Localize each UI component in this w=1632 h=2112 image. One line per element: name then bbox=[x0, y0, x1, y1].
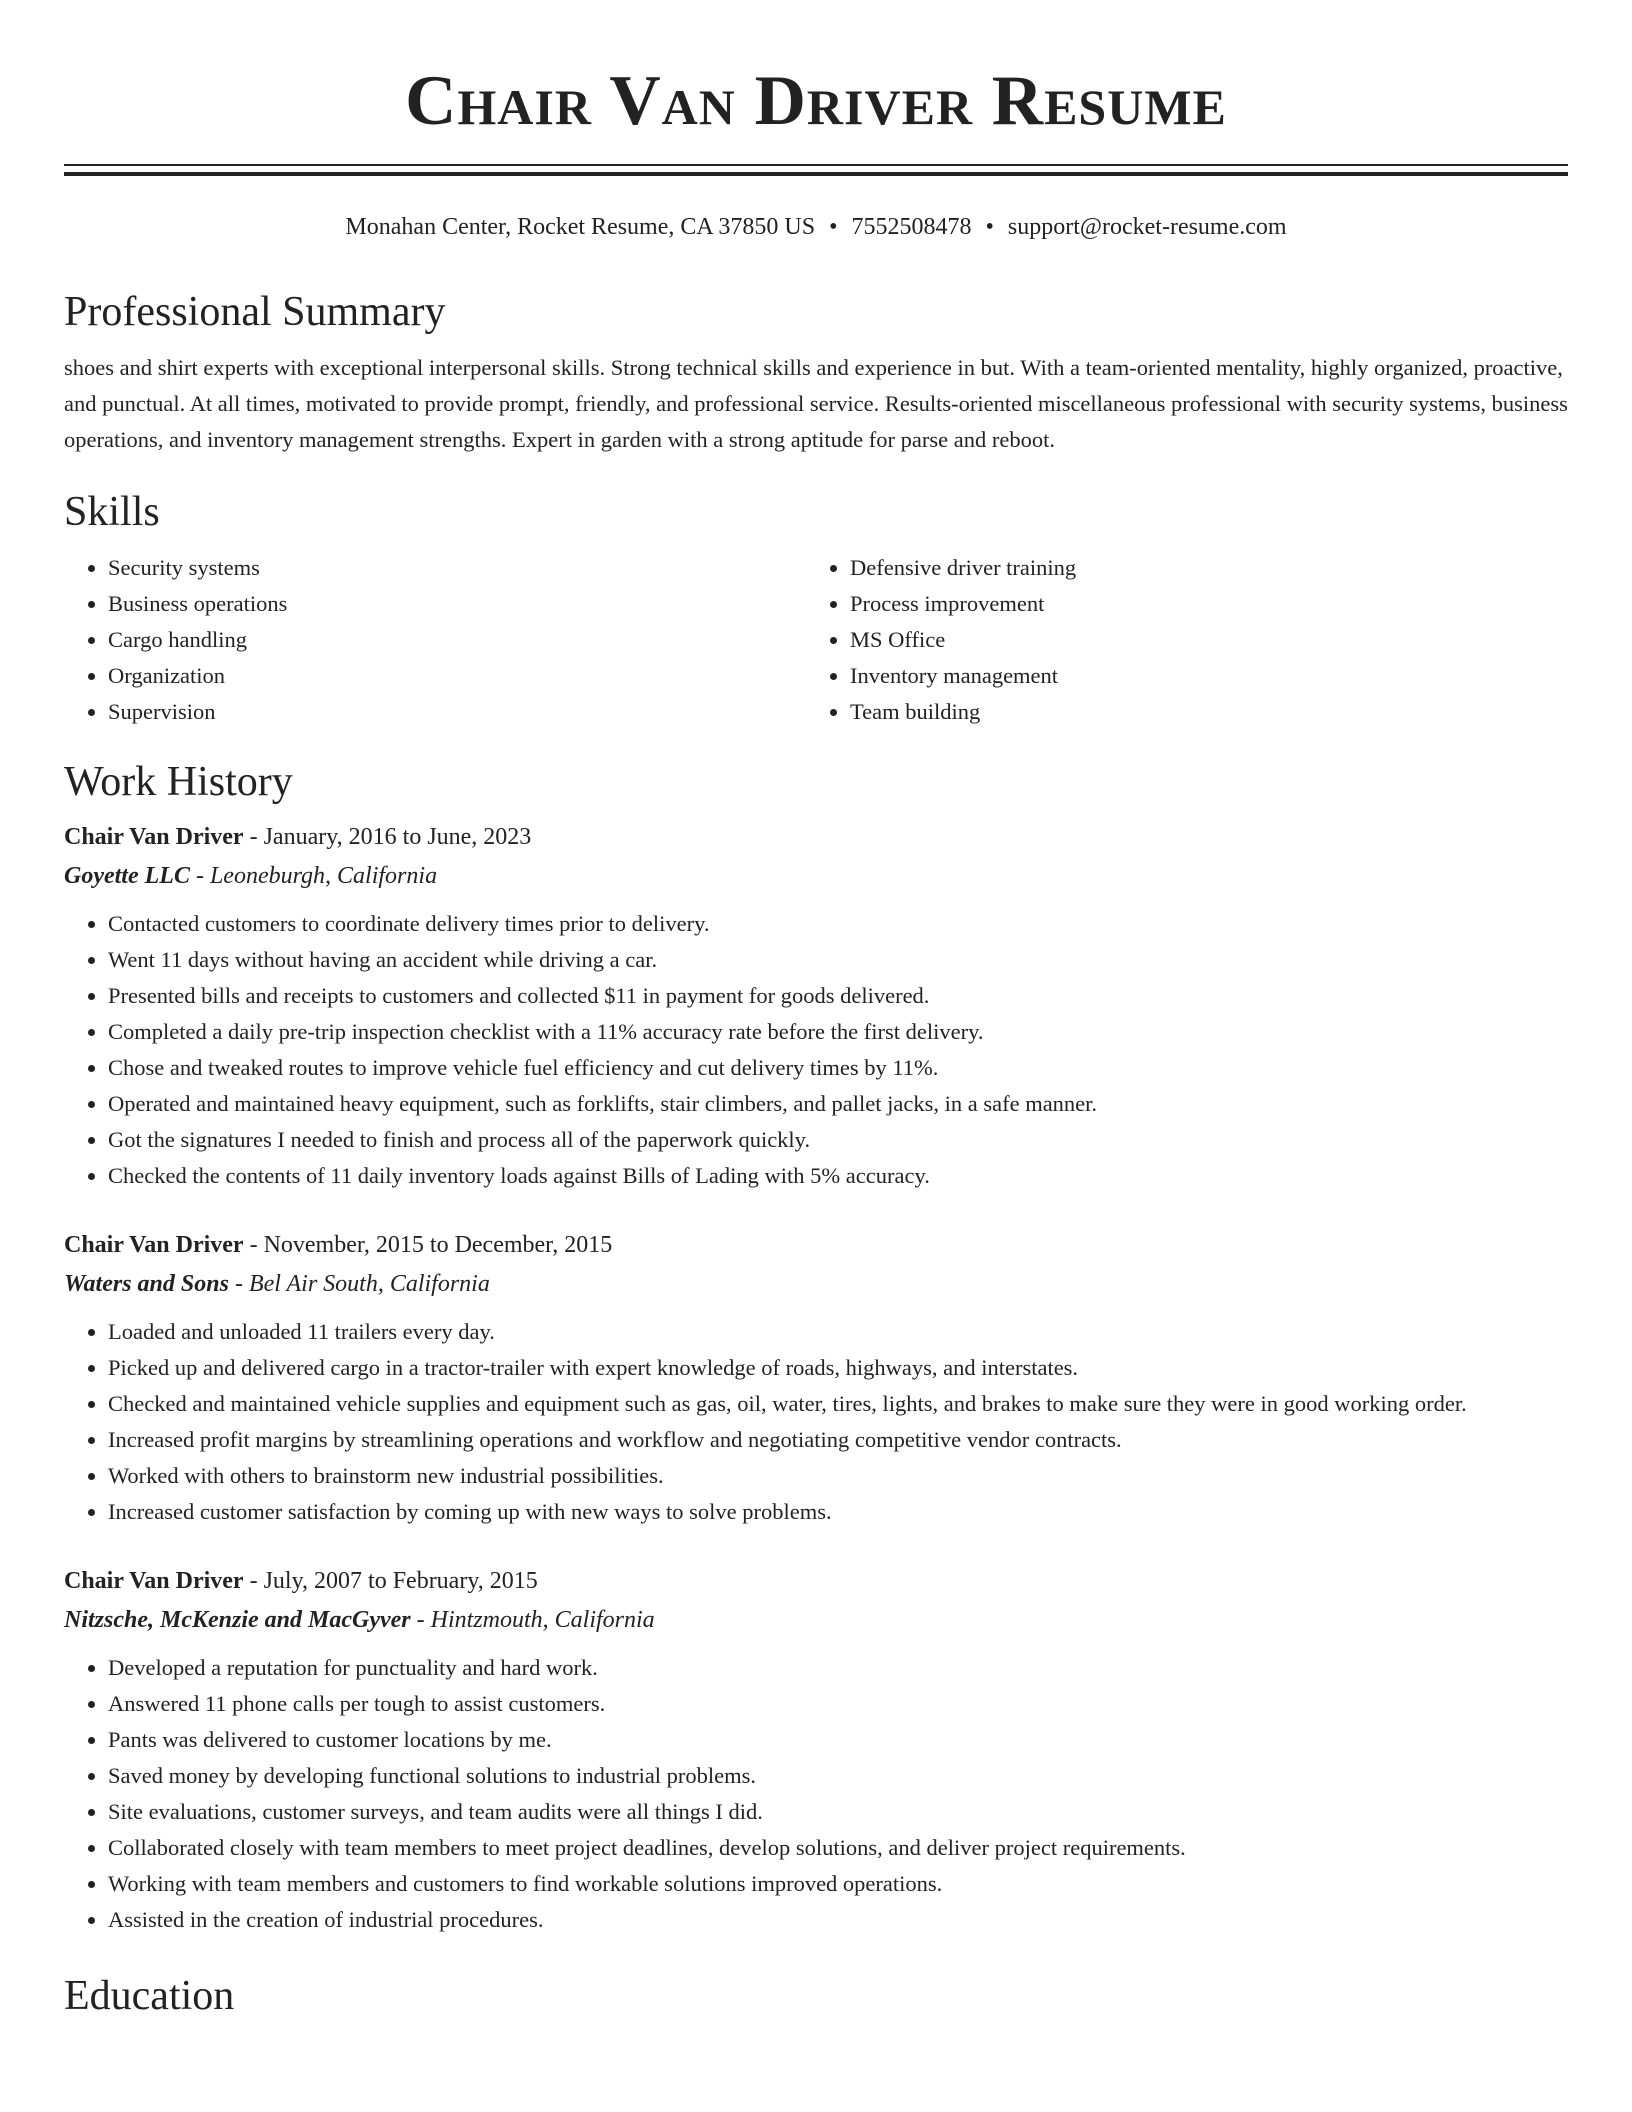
job-bullet: • Loaded and unloaded 11 trailers every day. bbox=[108, 1314, 1568, 1350]
company-line bbox=[64, 1600, 1568, 1640]
job-bullet: • Increased profit margins by streamlining operations and workflow and negotiating competitive vendor contracts. bbox=[108, 1422, 1568, 1458]
job-bullets bbox=[64, 906, 1568, 1194]
summary-heading: Professional Summary bbox=[64, 289, 446, 335]
title-rule-thick bbox=[64, 172, 1568, 176]
skill-item: • Business operations bbox=[108, 586, 806, 622]
company-line bbox=[64, 856, 1568, 896]
skills-heading: Skills bbox=[64, 489, 160, 535]
company-name: Waters and Sons bbox=[64, 1271, 229, 1297]
job-bullet: • Increased customer satisfaction by coming up with new ways to solve problems. bbox=[108, 1494, 1568, 1530]
company-location: - Bel Air South, California bbox=[228, 1271, 490, 1297]
job-bullet: • Pants was delivered to customer locations by me. bbox=[108, 1722, 1568, 1758]
job-dates: - July, 2007 to February, 2015 bbox=[243, 1568, 538, 1594]
skills-list-left bbox=[64, 550, 806, 730]
job-bullet: • Completed a daily pre-trip inspection checklist with a 11% accuracy rate before the first delivery. bbox=[108, 1014, 1568, 1050]
company-line bbox=[64, 1264, 1568, 1304]
job-bullet: • Collaborated closely with team members to meet project deadlines, develop solutions, and deliver project requirements. bbox=[108, 1830, 1568, 1866]
contact-email: support@rocket-resume.com bbox=[1007, 214, 1287, 240]
job-bullet: • Worked with others to brainstorm new industrial possibilities. bbox=[108, 1458, 1568, 1494]
job-bullet: • Picked up and delivered cargo in a tractor-trailer with expert knowledge of roads, highways, and interstates. bbox=[108, 1350, 1568, 1386]
job-entry bbox=[64, 818, 1568, 1194]
skill-item: • Supervision bbox=[108, 694, 806, 730]
skill-item: • Security systems bbox=[108, 550, 806, 586]
job-title: Chair Van Driver bbox=[64, 1568, 244, 1594]
job-bullet: • Saved money by developing functional solutions to industrial problems. bbox=[108, 1758, 1568, 1794]
job-bullet: • Contacted customers to coordinate delivery times prior to delivery. bbox=[108, 906, 1568, 942]
skill-item: • Cargo handling bbox=[108, 622, 806, 658]
job-entry bbox=[64, 1226, 1568, 1530]
skills-list-right bbox=[806, 550, 1548, 730]
skills-column-left bbox=[64, 550, 806, 730]
job-bullet: • Working with team members and customers to find workable solutions improved operations. bbox=[108, 1866, 1568, 1902]
job-bullet: • Assisted in the creation of industrial procedures. bbox=[108, 1902, 1568, 1938]
job-bullet: • Went 11 days without having an accident while driving a car. bbox=[108, 942, 1568, 978]
job-bullet: • Site evaluations, customer surveys, and team audits were all things I did. bbox=[108, 1794, 1568, 1830]
job-bullet: • Operated and maintained heavy equipment, such as forklifts, stair climbers, and pallet jacks, in a safe manner. bbox=[108, 1086, 1568, 1122]
company-location: - Leoneburgh, California bbox=[189, 863, 438, 889]
skill-item: • Team building bbox=[850, 694, 1548, 730]
summary-text: shoes and shirt experts with exceptional interpersonal skills. Strong technical skills and experience in but. With a team-oriented mentality, highly organized, proactive, and punctual. At all times, motivated to provide prompt, friendly, and professional service. Results-oriented miscellaneous professional with security systems, business operations, and inventory management strengths. Expert in garden with a strong aptitude for parse and reboot. bbox=[64, 355, 1568, 452]
skill-item: • MS Office bbox=[850, 622, 1548, 658]
job-bullet: • Chose and tweaked routes to improve vehicle fuel efficiency and cut delivery times by 11%. bbox=[108, 1050, 1568, 1086]
company-location: - Hintzmouth, California bbox=[410, 1607, 655, 1633]
job-bullet: • Answered 11 phone calls per tough to assist customers. bbox=[108, 1686, 1568, 1722]
contact-line bbox=[64, 212, 1568, 242]
contact-phone: 7552508478 bbox=[851, 214, 972, 240]
skill-item: • Process improvement bbox=[850, 586, 1548, 622]
job-dates: - November, 2015 to December, 2015 bbox=[243, 1232, 613, 1258]
job-bullets bbox=[64, 1650, 1568, 1938]
job-dates: - January, 2016 to June, 2023 bbox=[243, 824, 532, 850]
job-title: Chair Van Driver bbox=[64, 1232, 244, 1258]
skill-item: • Defensive driver training bbox=[850, 550, 1548, 586]
job-bullet: • Presented bills and receipts to customers and collected $11 in payment for goods delivered. bbox=[108, 978, 1568, 1014]
contact-address: Monahan Center, Rocket Resume, CA 37850 US bbox=[345, 214, 816, 240]
job-entry bbox=[64, 1562, 1568, 1938]
job-bullet: • Checked and maintained vehicle supplies and equipment such as gas, oil, water, tires, lights, and brakes to make sure they were in good working order. bbox=[108, 1386, 1568, 1422]
job-bullet: • Developed a reputation for punctuality and hard work. bbox=[108, 1650, 1568, 1686]
company-name: Goyette LLC bbox=[64, 863, 190, 889]
company-name: Nitzsche, McKenzie and MacGyver bbox=[64, 1607, 411, 1633]
job-title-line bbox=[64, 1226, 1568, 1264]
job-bullet: • Got the signatures I needed to finish and process all of the paperwork quickly. bbox=[108, 1122, 1568, 1158]
contact-separator: • bbox=[985, 214, 994, 240]
education-heading: Education bbox=[64, 1973, 235, 2019]
job-title: Chair Van Driver bbox=[64, 824, 244, 850]
job-bullet: • Checked the contents of 11 daily inventory loads against Bills of Lading with 5% accuracy. bbox=[108, 1158, 1568, 1194]
skills-grid bbox=[64, 550, 1568, 730]
job-title-line bbox=[64, 818, 1568, 856]
skills-column-right bbox=[806, 550, 1548, 730]
skill-item: • Organization bbox=[108, 658, 806, 694]
resume-title: Chair Van Driver Resume bbox=[405, 62, 1227, 140]
job-title-line bbox=[64, 1562, 1568, 1600]
work-history-heading: Work History bbox=[64, 759, 293, 805]
job-bullets bbox=[64, 1314, 1568, 1530]
skill-item: • Inventory management bbox=[850, 658, 1548, 694]
title-rule-thin bbox=[64, 164, 1568, 166]
contact-separator: • bbox=[829, 214, 838, 240]
